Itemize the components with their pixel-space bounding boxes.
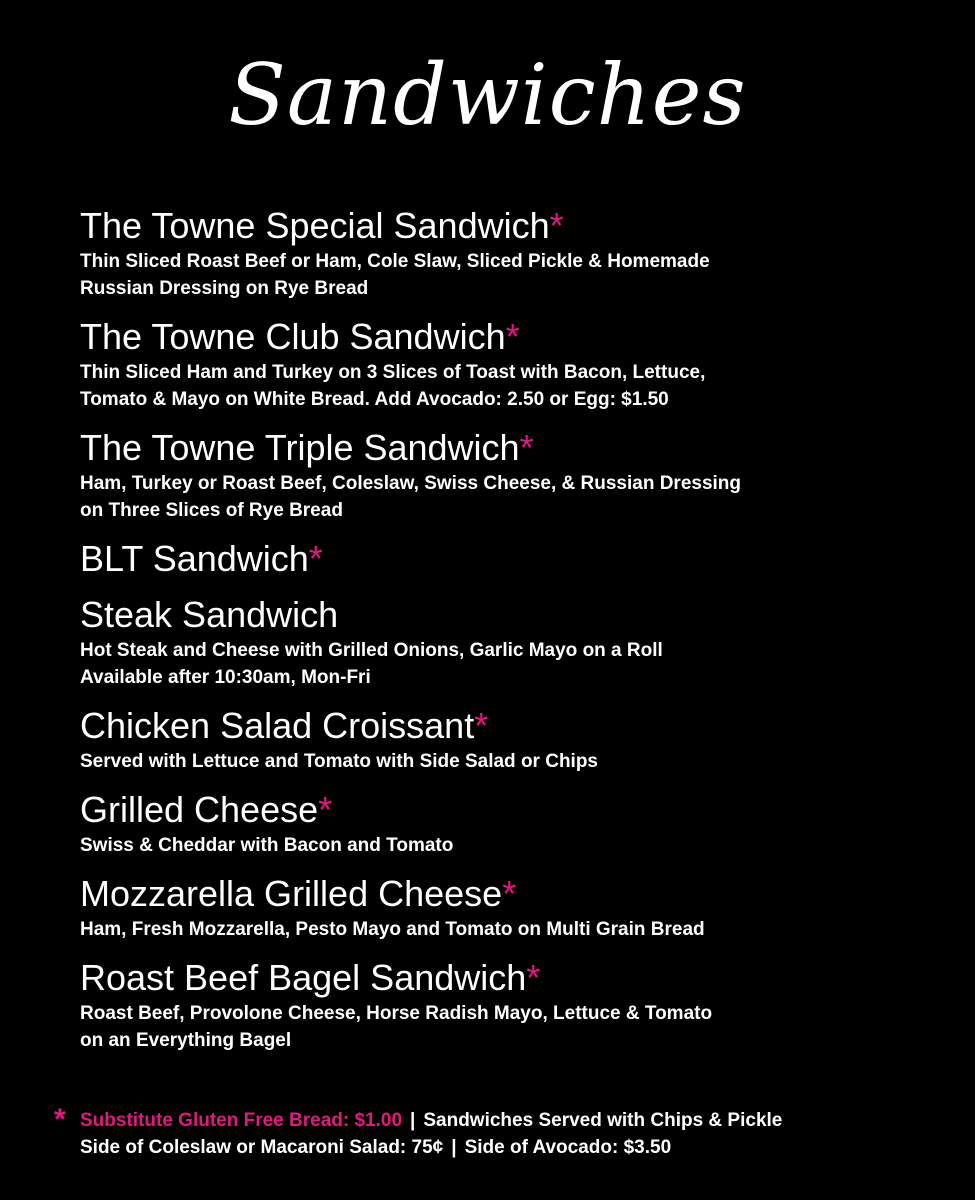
item-name: BLT Sandwich* [80, 538, 323, 579]
item-description: Ham, Fresh Mozzarella, Pesto Mayo and Tomato on Multi Grain Bread [80, 919, 705, 940]
sandwich-menu [80, 204, 940, 1054]
menu-item-roast-beef-bagel [80, 956, 940, 1054]
menu-item-mozzarella-grilled-cheese [80, 872, 940, 943]
item-description: Ham, Turkey or Roast Beef, Coleslaw, Swiss Cheese, & Russian Dressing [80, 473, 742, 494]
gluten-free-note: Substitute Gluten Free Bread: $1.00 [80, 1110, 403, 1131]
footer-line-1 [54, 1107, 954, 1134]
menu-item-steak [80, 593, 940, 691]
menu-item-chicken-salad-croissant [80, 704, 940, 775]
separator: | [410, 1110, 416, 1131]
item-name: Grilled Cheese* [80, 789, 333, 830]
gluten-free-star: * [549, 205, 564, 246]
gluten-free-star: * [308, 538, 323, 579]
item-description: on Three Slices of Rye Bread [80, 500, 343, 521]
gluten-free-star: * [526, 957, 541, 998]
sides-note: Side of Coleslaw or Macaroni Salad: 75¢ [80, 1137, 444, 1158]
item-description: Tomato & Mayo on White Bread. Add Avocado: 2.50 or Egg: $1.50 [80, 389, 669, 410]
item-description: Hot Steak and Cheese with Grilled Onions, Garlic Mayo on a Roll [80, 640, 663, 661]
menu-footer [54, 1103, 954, 1161]
menu-item-towne-club [80, 315, 940, 413]
gluten-free-star: * [502, 873, 517, 914]
separator: | [451, 1137, 457, 1158]
gluten-free-star: * [519, 427, 534, 468]
menu-item-towne-special [80, 204, 940, 302]
gluten-free-star: * [505, 316, 520, 357]
gluten-free-star: * [318, 789, 333, 830]
served-with-note: Sandwiches Served with Chips & Pickle [423, 1110, 783, 1131]
gluten-free-star: * [54, 1103, 66, 1136]
item-name: Mozzarella Grilled Cheese* [80, 873, 517, 914]
item-name: The Towne Special Sandwich* [80, 205, 564, 246]
item-description: Thin Sliced Ham and Turkey on 3 Slices of Toast with Bacon, Lettuce, [80, 362, 706, 383]
item-name: Roast Beef Bagel Sandwich* [80, 957, 541, 998]
item-description: Served with Lettuce and Tomato with Side Salad or Chips [80, 751, 599, 772]
item-description: Russian Dressing on Rye Bread [80, 278, 369, 299]
menu-item-blt [80, 537, 940, 581]
page-title: Sandwiches [228, 46, 747, 144]
item-description: Swiss & Cheddar with Bacon and Tomato [80, 835, 454, 856]
item-name: Steak Sandwich [80, 594, 339, 635]
item-description: Thin Sliced Roast Beef or Ham, Cole Slaw, Sliced Pickle & Homemade [80, 251, 710, 272]
item-name: Chicken Salad Croissant* [80, 705, 489, 746]
item-name: The Towne Club Sandwich* [80, 316, 520, 357]
menu-item-towne-triple [80, 426, 940, 524]
item-description: Roast Beef, Provolone Cheese, Horse Radish Mayo, Lettuce & Tomato [80, 1003, 713, 1024]
item-description: on an Everything Bagel [80, 1030, 292, 1051]
gluten-free-star: * [474, 705, 489, 746]
avocado-note: Side of Avocado: $3.50 [464, 1137, 672, 1158]
menu-item-grilled-cheese [80, 788, 940, 859]
item-name: The Towne Triple Sandwich* [80, 427, 534, 468]
item-description: Available after 10:30am, Mon-Fri [80, 667, 371, 688]
footer-line-2 [54, 1134, 954, 1161]
